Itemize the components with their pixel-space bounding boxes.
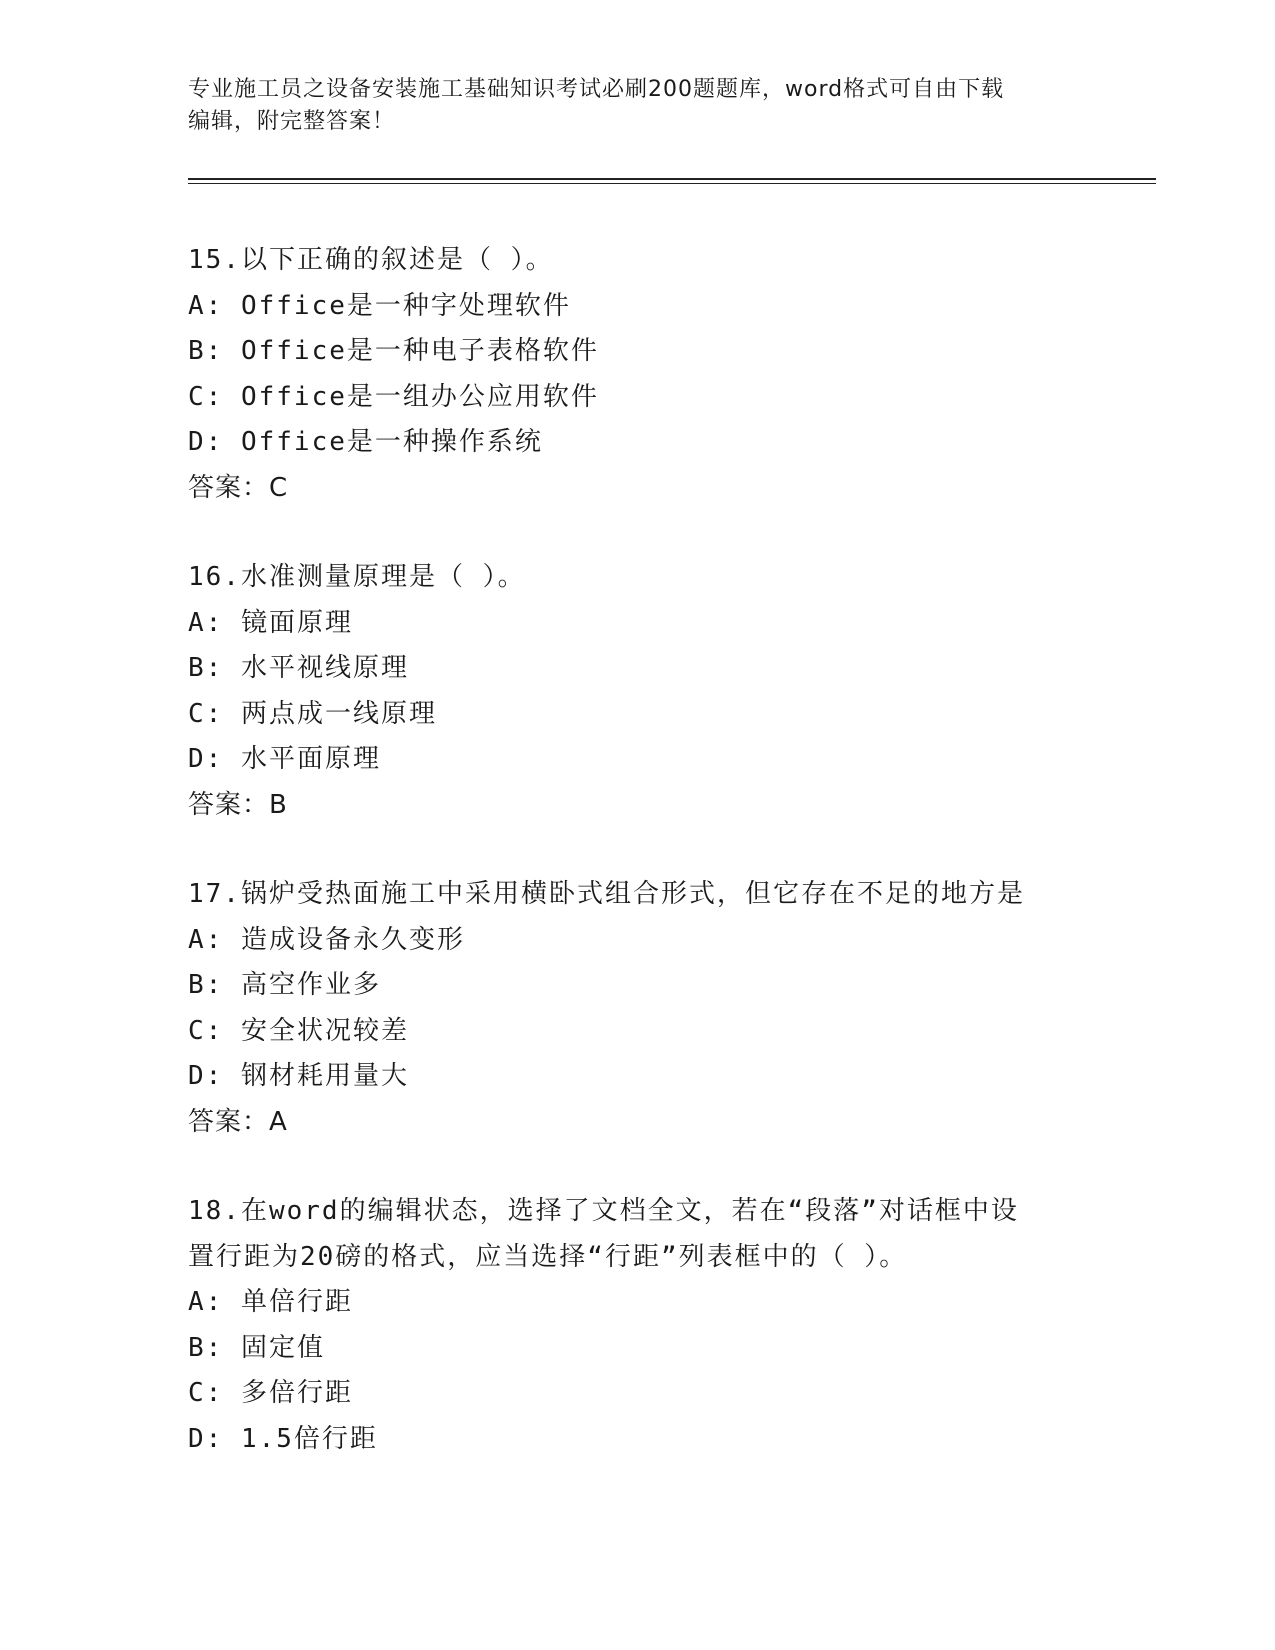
option-d: D: 1.5倍行距 xyxy=(188,1423,378,1454)
option-d: D: Office是一种操作系统 xyxy=(188,427,543,457)
option-c: C: 多倍行距 xyxy=(188,1378,353,1408)
question-stem: 16.水准测量原理是（ ）。 xyxy=(188,562,526,592)
option-d: D: 水平面原理 xyxy=(188,744,381,774)
question-stem: 17.锅炉受热面施工中采用横卧式组合形式，但它存在不足的地方是 xyxy=(188,879,1025,909)
answer-label: 答案：B xyxy=(188,789,288,820)
option-b: B: 高空作业多 xyxy=(188,970,381,1000)
question-18 xyxy=(188,1189,1088,1462)
header-title-line-1: 专业施工员之设备安装施工基础知识考试必刷200题题库，word格式可自由下载 xyxy=(188,77,1005,102)
option-c: C: 安全状况较差 xyxy=(188,1015,409,1046)
header-divider-thin xyxy=(188,183,1156,184)
option-b: B: 固定值 xyxy=(188,1332,325,1363)
question-stem-line-1: 18.在word的编辑状态，选择了文档全文，若在“段落”对话框中设 xyxy=(188,1196,1019,1226)
option-a: A: Office是一种字处理软件 xyxy=(188,290,571,321)
option-b: B: 水平视线原理 xyxy=(188,653,409,683)
answer-label: 答案：A xyxy=(188,1106,288,1137)
question-17 xyxy=(188,872,1088,1145)
option-b: B: Office是一种电子表格软件 xyxy=(188,336,599,366)
header-divider-thick xyxy=(188,178,1156,180)
option-a: A: 造成设备永久变形 xyxy=(188,924,465,955)
answer-label: 答案：C xyxy=(188,472,289,503)
option-c: C: Office是一组办公应用软件 xyxy=(188,381,599,412)
option-a: A: 镜面原理 xyxy=(188,607,353,638)
option-d: D: 钢材耗用量大 xyxy=(188,1061,409,1091)
question-list xyxy=(188,238,1088,1506)
header-title-line-2: 编辑，附完整答案！ xyxy=(188,109,396,134)
question-stem-line-2: 置行距为20磅的格式，应当选择“行距”列表框中的（ ）。 xyxy=(188,1241,908,1272)
question-16 xyxy=(188,555,1088,828)
option-c: C: 两点成一线原理 xyxy=(188,698,437,729)
document-header xyxy=(188,74,1088,138)
question-15 xyxy=(188,238,1088,511)
question-stem: 15.以下正确的叙述是（ ）。 xyxy=(188,245,554,275)
option-a: A: 单倍行距 xyxy=(188,1287,353,1317)
